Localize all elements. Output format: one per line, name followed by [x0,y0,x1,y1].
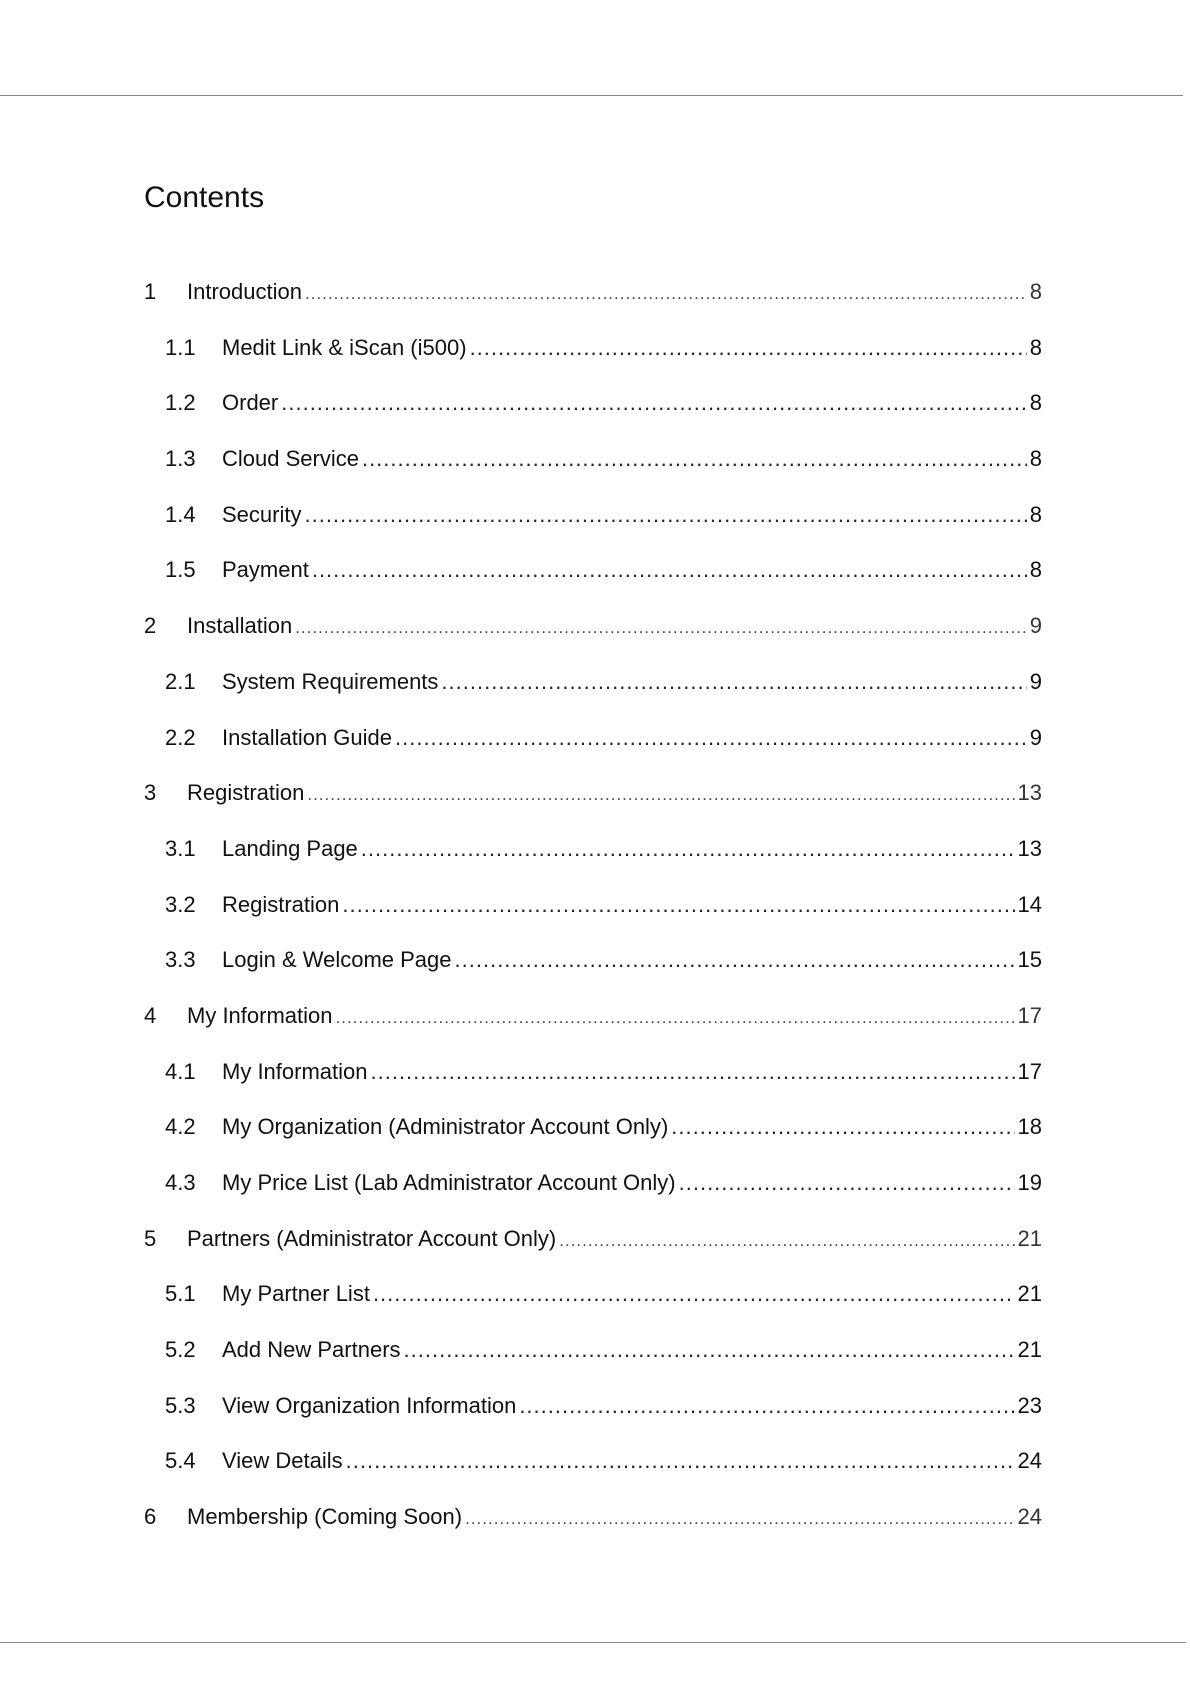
toc-page-number: 19 [1017,1170,1042,1195]
toc-page-number: 9 [1029,724,1042,750]
toc-label: Registration [222,891,340,917]
toc-entry[interactable] [144,264,1042,320]
toc-number: 5.2 [165,1337,196,1363]
toc-number: 5.4 [165,1448,196,1474]
dot-leader [519,1378,1014,1434]
toc-label: Add New Partners [222,1337,401,1363]
toc-label: My Organization (Administrator Account Only) [222,1114,669,1140]
dot-leader [346,1433,1015,1489]
toc-entry[interactable] [144,487,1042,543]
dot-leader [373,1266,1015,1322]
toc-label: My Price List (Lab Administrator Account Only) [222,1170,676,1195]
toc-number: 4.1 [165,1058,196,1084]
toc-number: 1.3 [165,446,196,472]
toc-entry[interactable] [144,598,1042,654]
toc-page-number: 8 [1029,334,1042,360]
toc-label: Registration [187,780,305,806]
dot-leader [395,710,1027,766]
toc-page-number: 15 [1017,947,1042,973]
toc-page-number: 13 [1017,780,1042,806]
dot-leader [305,266,1027,322]
toc-page-number: 13 [1017,835,1042,861]
dot-leader [312,542,1027,598]
footer-rule [0,1642,1186,1643]
toc-label: Payment [222,557,309,583]
toc-number: 1 [144,279,157,304]
toc-entry[interactable] [144,1489,1042,1545]
dot-leader [342,877,1014,933]
toc-label: Order [222,390,279,416]
toc-label: Installation Guide [222,724,392,750]
toc-page-number: 8 [1029,390,1042,416]
toc-page-number: 9 [1029,668,1042,694]
toc-entry[interactable] [144,1099,1042,1155]
toc-page-number: 8 [1029,557,1042,583]
header-rule [0,95,1183,96]
toc-entry[interactable] [144,765,1042,821]
toc-number: 4.3 [165,1170,196,1195]
toc-page-number: 24 [1017,1504,1042,1530]
toc-label: My Information [187,1002,333,1028]
toc-entry[interactable] [144,1378,1042,1434]
toc-entry[interactable] [144,542,1042,598]
dot-leader [455,932,1015,988]
toc-number: 2.1 [165,668,196,694]
toc-entry[interactable] [144,1155,1042,1211]
toc-entry[interactable] [144,821,1042,877]
toc-label: Security [222,501,302,527]
dot-leader [671,1099,1014,1155]
dot-leader [441,654,1026,710]
dot-leader [465,1491,1014,1547]
dot-leader [559,1213,1014,1269]
toc-number: 2.2 [165,724,196,750]
toc-number: 1.4 [165,501,196,527]
toc-number: 1.1 [165,334,196,360]
toc-entry[interactable] [144,710,1042,766]
dot-leader [679,1155,1015,1211]
toc-number: 2 [144,613,157,639]
dot-leader [336,990,1015,1046]
toc-label: Membership (Coming Soon) [187,1504,463,1530]
toc-label: My Partner List [222,1281,370,1307]
toc-page-number: 21 [1017,1337,1042,1363]
toc-entry[interactable] [144,654,1042,710]
toc-number: 3.3 [165,947,196,973]
dot-leader [295,600,1027,656]
toc-page-number: 17 [1017,1002,1042,1028]
table-of-contents [144,264,1042,1545]
toc-entry[interactable] [144,320,1042,376]
toc-label: View Details [222,1448,343,1474]
toc-page-number: 8 [1029,279,1042,304]
toc-page-number: 17 [1017,1058,1042,1084]
toc-number: 5.3 [165,1392,196,1418]
toc-entry[interactable] [144,375,1042,431]
toc-number: 4.2 [165,1114,196,1140]
toc-entry[interactable] [144,1433,1042,1489]
toc-number: 3.1 [165,835,196,861]
dot-leader [371,1044,1015,1100]
toc-page-number: 24 [1017,1448,1042,1474]
toc-entry[interactable] [144,988,1042,1044]
toc-label: Login & Welcome Page [222,947,452,973]
toc-entry[interactable] [144,1211,1042,1267]
toc-number: 6 [144,1504,157,1530]
toc-label: Installation [187,613,293,639]
toc-label: Medit Link & iScan (i500) [222,334,467,360]
dot-leader [362,431,1027,487]
toc-number: 1.5 [165,557,196,583]
dot-leader [404,1322,1015,1378]
toc-page-number: 23 [1017,1392,1042,1418]
toc-page-number: 18 [1017,1114,1042,1140]
dot-leader [470,320,1027,376]
toc-page-number: 9 [1029,613,1042,639]
dot-leader [307,767,1014,823]
toc-entry[interactable] [144,1044,1042,1100]
toc-label: My Information [222,1058,368,1084]
toc-entry[interactable] [144,1266,1042,1322]
toc-page-number: 21 [1017,1225,1042,1251]
toc-label: System Requirements [222,668,439,694]
dot-leader [361,821,1015,877]
toc-page-number: 8 [1029,446,1042,472]
toc-label: Partners (Administrator Account Only) [187,1225,557,1251]
toc-page-number: 8 [1029,501,1042,527]
toc-number: 5.1 [165,1281,196,1307]
toc-number: 3.2 [165,891,196,917]
toc-number: 3 [144,780,157,806]
dot-leader [281,375,1027,431]
toc-page-number: 14 [1017,891,1042,917]
toc-number: 5 [144,1225,157,1251]
toc-label: Cloud Service [222,446,359,472]
toc-number: 4 [144,1002,157,1028]
toc-entry[interactable] [144,877,1042,933]
toc-number: 1.2 [165,390,196,416]
toc-label: Landing Page [222,835,358,861]
toc-label: View Organization Information [222,1392,517,1418]
dot-leader [304,487,1026,543]
toc-entry[interactable] [144,932,1042,988]
page-title: Contents [144,181,265,214]
toc-page-number: 21 [1017,1281,1042,1307]
toc-entry[interactable] [144,1322,1042,1378]
toc-entry[interactable] [144,431,1042,487]
toc-label: Introduction [187,279,302,304]
